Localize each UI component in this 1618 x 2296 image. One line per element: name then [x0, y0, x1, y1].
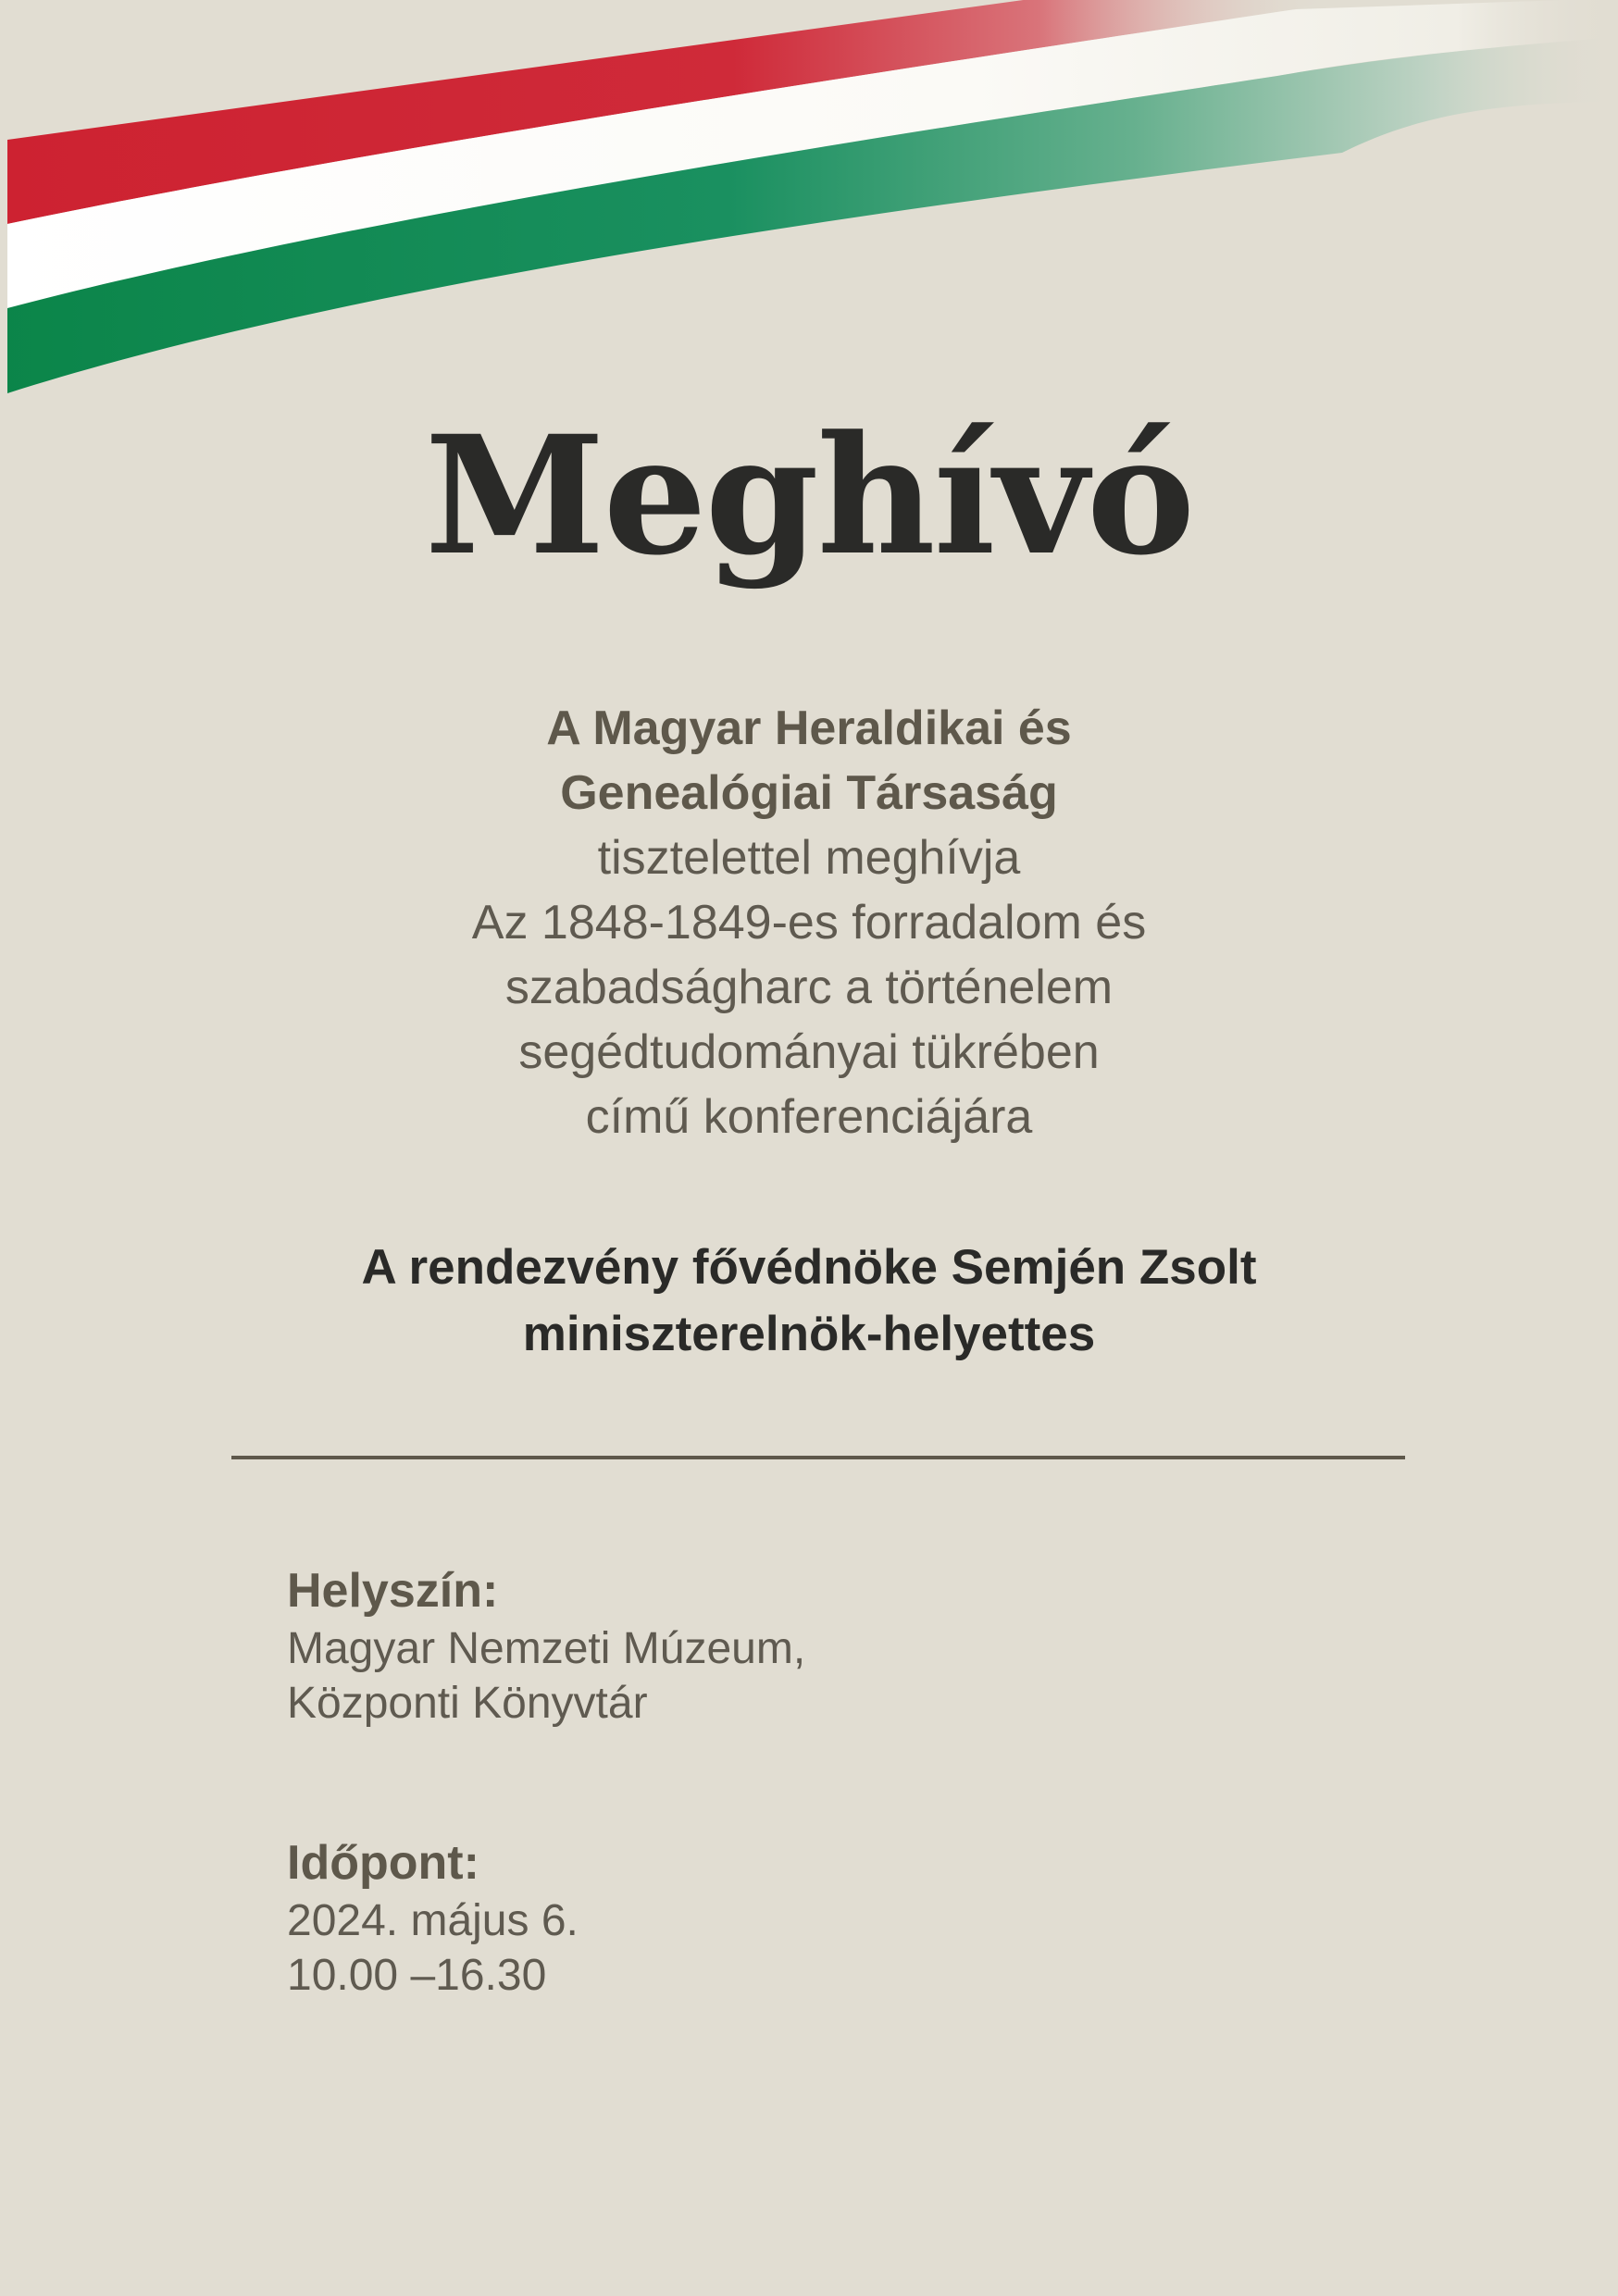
location-block: [287, 1560, 805, 1731]
event-date: 2024. május 6.: [287, 1896, 579, 1945]
organizer-name-line2: Genealógiai Társaság: [560, 766, 1058, 820]
time-label: Időpont:: [287, 1836, 479, 1890]
organizer-name-line1: A Magyar Heraldikai és: [546, 701, 1072, 755]
event-hours: 10.00 –16.30: [287, 1951, 547, 2000]
location-label: Helyszín:: [287, 1564, 499, 1618]
divider-line: [231, 1456, 1405, 1459]
hungarian-flag-ribbon: [0, 0, 1618, 416]
page-title: Meghívó: [424, 400, 1194, 591]
conference-title-line2: szabadságharc a történelem: [504, 961, 1114, 1014]
location-line2: Központi Könyvtár: [287, 1679, 648, 1728]
location-line1: Magyar Nemzeti Múzeum,: [287, 1624, 806, 1673]
conference-title-line3: segédtudományai tükrében: [518, 1025, 1100, 1079]
invitation-text: [0, 696, 1618, 1149]
conference-title-line1: Az 1848-1849-es forradalom és: [471, 896, 1147, 949]
patron-line2: miniszterelnök-helyettes: [522, 1307, 1096, 1361]
time-block: [287, 1832, 579, 2003]
invitation-line: tisztelettel meghívja: [597, 831, 1021, 885]
conference-suffix: című konferenciájára: [585, 1090, 1033, 1144]
patron-text: [0, 1235, 1618, 1368]
patron-line1: A rendezvény fővédnöke Semjén Zsolt: [361, 1240, 1257, 1295]
